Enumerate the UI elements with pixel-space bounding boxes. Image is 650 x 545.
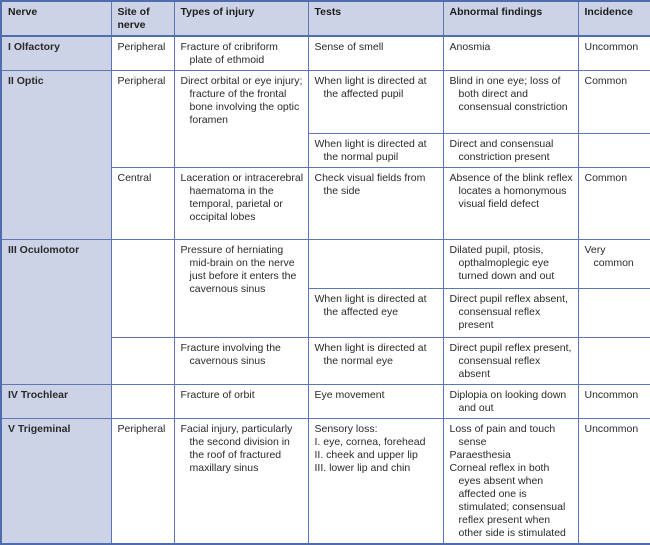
cell-oculomotor-ab-types xyxy=(174,240,308,338)
cell-oculomotor-a-findings xyxy=(443,240,578,289)
cell-olfactory-nerve: I Olfactory xyxy=(1,36,111,71)
column-header-tests: Tests xyxy=(308,1,443,36)
column-header-nerve: Nerve xyxy=(1,1,111,36)
cell-line: Fracture involving the cavernous sinus xyxy=(180,342,281,367)
cell-line: Loss of pain and touch sense xyxy=(449,423,556,448)
cell-oculomotor-b-incidence xyxy=(578,289,650,338)
row-oculomotor-a xyxy=(1,240,650,289)
cell-line: Fracture of cribriform plate of ethmoid xyxy=(180,41,278,66)
cell-line: Anosmia xyxy=(449,41,491,53)
cell-line: Common xyxy=(584,75,628,87)
row-optic-peripheral-a xyxy=(1,71,650,134)
cell-trochlear-site xyxy=(111,385,174,419)
cell-line: Common xyxy=(584,172,628,184)
cell-optic-peripheral-site: Peripheral xyxy=(111,71,174,168)
cell-line: Direct pupil reflex present, consensual reflex absent xyxy=(449,342,572,380)
cell-line: I. eye, cornea, forehead xyxy=(314,436,426,448)
cell-optic-nerve: II Optic xyxy=(1,71,111,240)
cell-line: Facial injury, particularly the second division in the roof of fractured maxillary sinus xyxy=(180,423,293,474)
row-trochlear xyxy=(1,385,650,419)
cell-oculomotor-c-site xyxy=(111,338,174,385)
cell-line: Laceration or intracerebral haematoma in the temporal, parietal or occipital lobes xyxy=(180,172,304,223)
cell-optic-peripheral-b-incidence xyxy=(578,134,650,168)
cell-trochlear-incidence xyxy=(578,385,650,419)
cell-oculomotor-c-findings xyxy=(443,338,578,385)
cell-line: When light is directed at the normal pupil xyxy=(314,138,427,163)
cell-line: Blind in one eye; loss of both direct and consensual constriction xyxy=(449,75,568,113)
cell-line: Direct pupil reflex absent, consensual reflex present xyxy=(449,293,568,331)
cell-optic-peripheral-b-findings xyxy=(443,134,578,168)
cell-line: Diplopia on looking down and out xyxy=(449,389,567,414)
cell-trochlear-tests xyxy=(308,385,443,419)
column-header-types-of-injury: Types of injury xyxy=(174,1,308,36)
cell-line: Uncommon xyxy=(584,389,639,401)
cell-line: Direct orbital or eye injury; fracture of the frontal bone involving the optic foramen xyxy=(180,75,303,126)
cell-line: Pressure of herniating mid-brain on the nerve just before it enters the cavernous sinus xyxy=(180,244,297,295)
cell-trigeminal-types xyxy=(174,419,308,545)
row-olfactory xyxy=(1,36,650,71)
cell-oculomotor-a-incidence xyxy=(578,240,650,289)
cell-oculomotor-nerve: III Oculomotor xyxy=(1,240,111,385)
cell-optic-peripheral-a-tests xyxy=(308,71,443,134)
cell-line: When light is directed at the affected eye xyxy=(314,293,427,318)
cell-line: Sense of smell xyxy=(314,41,384,53)
cell-line: Uncommon xyxy=(584,423,639,435)
cell-line: Fracture of orbit xyxy=(180,389,255,401)
column-header-abnormal-findings: Abnormal findings xyxy=(443,1,578,36)
column-header-site-of-nerve: Site of nerve xyxy=(111,1,174,36)
cell-oculomotor-c-tests xyxy=(308,338,443,385)
cell-trigeminal-incidence xyxy=(578,419,650,545)
cell-trochlear-types xyxy=(174,385,308,419)
cell-trochlear-findings xyxy=(443,385,578,419)
cell-line: Absence of the blink reflex locates a homonymous visual field defect xyxy=(449,172,573,210)
cell-olfactory-site: Peripheral xyxy=(111,36,174,71)
cell-line: Very common xyxy=(584,244,634,269)
cell-oculomotor-b-tests xyxy=(308,289,443,338)
cell-line: Eye movement xyxy=(314,389,385,401)
column-header-incidence: Incidence xyxy=(578,1,650,36)
cell-optic-peripheral-a-incidence xyxy=(578,71,650,134)
cell-oculomotor-b-findings xyxy=(443,289,578,338)
cell-optic-central-findings xyxy=(443,168,578,240)
cell-line: III. lower lip and chin xyxy=(314,462,411,474)
cell-oculomotor-c-incidence xyxy=(578,338,650,385)
cell-optic-central-incidence xyxy=(578,168,650,240)
cell-line: Check visual fields from the side xyxy=(314,172,426,197)
cell-line: Uncommon xyxy=(584,41,639,53)
cell-olfactory-findings xyxy=(443,36,578,71)
cell-line: When light is directed at the normal eye xyxy=(314,342,427,367)
cell-optic-peripheral-b-tests xyxy=(308,134,443,168)
cell-optic-central-types xyxy=(174,168,308,240)
cell-optic-central-site: Central xyxy=(111,168,174,240)
cell-trigeminal-nerve: V Trigeminal xyxy=(1,419,111,545)
cell-line: Corneal reflex in both eyes absent when affected one is stimulated; consensual reflex present when other side is stimulated xyxy=(449,462,566,539)
cell-oculomotor-ab-site xyxy=(111,240,174,338)
cell-optic-peripheral-a-findings xyxy=(443,71,578,134)
row-trigeminal xyxy=(1,419,650,545)
cell-line: Dilated pupil, ptosis, opthalmoplegic eye turned down and out xyxy=(449,244,555,282)
cell-trigeminal-tests xyxy=(308,419,443,545)
cell-olfactory-types xyxy=(174,36,308,71)
cell-olfactory-incidence xyxy=(578,36,650,71)
cell-trigeminal-site: Peripheral xyxy=(111,419,174,545)
cell-trochlear-nerve: IV Trochlear xyxy=(1,385,111,419)
cell-line: Paraesthesia xyxy=(449,449,511,461)
cell-line: When light is directed at the affected pupil xyxy=(314,75,427,100)
cell-line: Direct and consensual constriction present xyxy=(449,138,554,163)
cell-olfactory-tests xyxy=(308,36,443,71)
cell-trigeminal-findings xyxy=(443,419,578,545)
cell-oculomotor-c-types xyxy=(174,338,308,385)
table-header-row xyxy=(1,1,650,36)
cell-optic-central-tests xyxy=(308,168,443,240)
cell-line: Sensory loss: xyxy=(314,423,378,435)
cell-line: II. cheek and upper lip xyxy=(314,449,418,461)
cell-oculomotor-a-tests xyxy=(308,240,443,289)
cell-optic-peripheral-types xyxy=(174,71,308,168)
